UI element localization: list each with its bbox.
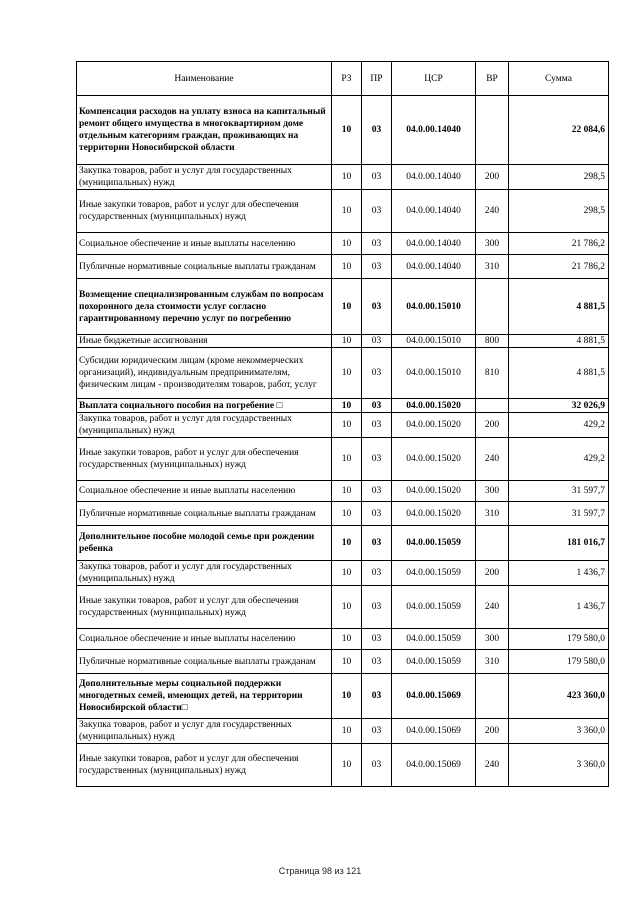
cell-name: Иные закупки товаров, работ и услуг для обеспечения государственных (муниципальных) нужд xyxy=(77,190,332,233)
cell-rz: 10 xyxy=(332,561,362,586)
cell-csr: 04.0.00.14040 xyxy=(392,233,476,255)
table-row xyxy=(77,586,609,629)
cell-csr: 04.0.00.14040 xyxy=(392,96,476,165)
cell-name: Иные закупки товаров, работ и услуг для обеспечения государственных (муниципальных) нужд xyxy=(77,586,332,629)
cell-rz: 10 xyxy=(332,719,362,744)
cell-sum: 1 436,7 xyxy=(509,561,609,586)
table-row xyxy=(77,413,609,438)
cell-pr: 03 xyxy=(362,165,392,190)
cell-csr: 04.0.00.15059 xyxy=(392,629,476,650)
cell-sum: 179 580,0 xyxy=(509,650,609,674)
cell-csr: 04.0.00.15010 xyxy=(392,348,476,399)
cell-name: Закупка товаров, работ и услуг для государственных (муниципальных) нужд xyxy=(77,165,332,190)
cell-name: Закупка товаров, работ и услуг для государственных (муниципальных) нужд xyxy=(77,561,332,586)
cell-rz: 10 xyxy=(332,190,362,233)
table-row xyxy=(77,335,609,348)
cell-csr: 04.0.00.15020 xyxy=(392,438,476,481)
cell-name: Закупка товаров, работ и услуг для государственных (муниципальных) нужд xyxy=(77,413,332,438)
cell-vr: 810 xyxy=(476,348,509,399)
cell-vr: 300 xyxy=(476,481,509,502)
cell-csr: 04.0.00.15020 xyxy=(392,481,476,502)
cell-rz: 10 xyxy=(332,481,362,502)
header-vr: ВР xyxy=(476,62,509,96)
cell-sum: 298,5 xyxy=(509,165,609,190)
cell-rz: 10 xyxy=(332,502,362,526)
cell-vr: 300 xyxy=(476,629,509,650)
cell-csr: 04.0.00.15020 xyxy=(392,413,476,438)
table-row xyxy=(77,279,609,335)
cell-sum: 32 026,9 xyxy=(509,399,609,413)
cell-pr: 03 xyxy=(362,629,392,650)
cell-csr: 04.0.00.15059 xyxy=(392,586,476,629)
cell-rz: 10 xyxy=(332,413,362,438)
cell-sum: 429,2 xyxy=(509,438,609,481)
cell-sum: 423 360,0 xyxy=(509,674,609,719)
cell-name: Дополнительные меры социальной поддержки многодетных семей, имеющих детей, на территории Новосибирской области□ xyxy=(77,674,332,719)
cell-pr: 03 xyxy=(362,674,392,719)
cell-pr: 03 xyxy=(362,438,392,481)
cell-pr: 03 xyxy=(362,481,392,502)
cell-pr: 03 xyxy=(362,526,392,561)
table-row xyxy=(77,481,609,502)
cell-vr: 200 xyxy=(476,413,509,438)
table-header-row xyxy=(77,62,609,96)
table-row xyxy=(77,96,609,165)
cell-rz: 10 xyxy=(332,438,362,481)
cell-rz: 10 xyxy=(332,586,362,629)
cell-pr: 03 xyxy=(362,279,392,335)
cell-pr: 03 xyxy=(362,233,392,255)
cell-rz: 10 xyxy=(332,399,362,413)
cell-rz: 10 xyxy=(332,255,362,279)
cell-rz: 10 xyxy=(332,526,362,561)
cell-sum: 3 360,0 xyxy=(509,744,609,787)
cell-pr: 03 xyxy=(362,399,392,413)
table-row xyxy=(77,629,609,650)
cell-name: Дополнительное пособие молодой семье при рождении ребенка xyxy=(77,526,332,561)
cell-csr: 04.0.00.14040 xyxy=(392,165,476,190)
cell-rz: 10 xyxy=(332,629,362,650)
cell-pr: 03 xyxy=(362,335,392,348)
table-row xyxy=(77,190,609,233)
cell-vr xyxy=(476,526,509,561)
cell-vr: 200 xyxy=(476,719,509,744)
table-row xyxy=(77,502,609,526)
cell-name: Публичные нормативные социальные выплаты гражданам xyxy=(77,502,332,526)
header-sum: Сумма xyxy=(509,62,609,96)
cell-vr: 300 xyxy=(476,233,509,255)
cell-name: Социальное обеспечение и иные выплаты населению xyxy=(77,233,332,255)
cell-vr xyxy=(476,279,509,335)
cell-vr xyxy=(476,674,509,719)
cell-rz: 10 xyxy=(332,279,362,335)
page-number: Страница 98 из 121 xyxy=(278,866,362,876)
header-csr: ЦСР xyxy=(392,62,476,96)
cell-pr: 03 xyxy=(362,586,392,629)
table-row xyxy=(77,438,609,481)
cell-sum: 4 881,5 xyxy=(509,279,609,335)
cell-name: Публичные нормативные социальные выплаты гражданам xyxy=(77,650,332,674)
table-row xyxy=(77,233,609,255)
cell-pr: 03 xyxy=(362,96,392,165)
cell-vr: 240 xyxy=(476,438,509,481)
cell-csr: 04.0.00.15020 xyxy=(392,399,476,413)
cell-sum: 21 786,2 xyxy=(509,233,609,255)
table-row xyxy=(77,744,609,787)
cell-csr: 04.0.00.14040 xyxy=(392,190,476,233)
cell-vr: 310 xyxy=(476,255,509,279)
cell-vr: 310 xyxy=(476,502,509,526)
table-row xyxy=(77,719,609,744)
cell-pr: 03 xyxy=(362,719,392,744)
cell-csr: 04.0.00.15020 xyxy=(392,502,476,526)
cell-name: Иные закупки товаров, работ и услуг для обеспечения государственных (муниципальных) нужд xyxy=(77,744,332,787)
cell-rz: 10 xyxy=(332,744,362,787)
cell-pr: 03 xyxy=(362,255,392,279)
table-row xyxy=(77,399,609,413)
table-row xyxy=(77,674,609,719)
cell-name: Закупка товаров, работ и услуг для государственных (муниципальных) нужд xyxy=(77,719,332,744)
cell-rz: 10 xyxy=(332,335,362,348)
table-row xyxy=(77,650,609,674)
cell-name: Социальное обеспечение и иные выплаты населению xyxy=(77,481,332,502)
cell-rz: 10 xyxy=(332,165,362,190)
cell-vr: 800 xyxy=(476,335,509,348)
cell-pr: 03 xyxy=(362,744,392,787)
table-row xyxy=(77,348,609,399)
cell-sum: 179 580,0 xyxy=(509,629,609,650)
cell-name: Выплата социального пособия на погребение □ xyxy=(77,399,332,413)
cell-sum: 3 360,0 xyxy=(509,719,609,744)
cell-csr: 04.0.00.15010 xyxy=(392,335,476,348)
cell-pr: 03 xyxy=(362,413,392,438)
cell-csr: 04.0.00.15010 xyxy=(392,279,476,335)
cell-name: Субсидии юридическим лицам (кроме некоммерческих организаций), индивидуальным предпринимателям, физическим лицам - производителям товаров, работ, услуг xyxy=(77,348,332,399)
cell-vr xyxy=(476,96,509,165)
cell-sum: 31 597,7 xyxy=(509,481,609,502)
cell-sum: 21 786,2 xyxy=(509,255,609,279)
cell-vr: 200 xyxy=(476,165,509,190)
cell-csr: 04.0.00.15059 xyxy=(392,650,476,674)
cell-name: Иные бюджетные ассигнования xyxy=(77,335,332,348)
cell-rz: 10 xyxy=(332,96,362,165)
cell-vr: 240 xyxy=(476,744,509,787)
cell-pr: 03 xyxy=(362,502,392,526)
budget-table xyxy=(76,61,609,787)
cell-pr: 03 xyxy=(362,561,392,586)
cell-sum: 22 084,6 xyxy=(509,96,609,165)
table-row xyxy=(77,526,609,561)
cell-vr xyxy=(476,399,509,413)
cell-csr: 04.0.00.15069 xyxy=(392,674,476,719)
header-pr: ПР xyxy=(362,62,392,96)
table-row xyxy=(77,165,609,190)
cell-name: Иные закупки товаров, работ и услуг для обеспечения государственных (муниципальных) нужд xyxy=(77,438,332,481)
header-rz: РЗ xyxy=(332,62,362,96)
cell-rz: 10 xyxy=(332,650,362,674)
cell-sum: 1 436,7 xyxy=(509,586,609,629)
cell-rz: 10 xyxy=(332,348,362,399)
cell-sum: 181 016,7 xyxy=(509,526,609,561)
cell-vr: 200 xyxy=(476,561,509,586)
cell-sum: 4 881,5 xyxy=(509,348,609,399)
table-row xyxy=(77,255,609,279)
cell-rz: 10 xyxy=(332,233,362,255)
cell-vr: 310 xyxy=(476,650,509,674)
cell-name: Компенсация расходов на уплату взноса на капитальный ремонт общего имущества в многоквартирном доме отдельным категориям граждан, проживающих на территории Новосибирской области xyxy=(77,96,332,165)
cell-name: Социальное обеспечение и иные выплаты населению xyxy=(77,629,332,650)
cell-name: Публичные нормативные социальные выплаты гражданам xyxy=(77,255,332,279)
table-row xyxy=(77,561,609,586)
cell-csr: 04.0.00.14040 xyxy=(392,255,476,279)
header-name: Наименование xyxy=(77,62,332,96)
cell-csr: 04.0.00.15059 xyxy=(392,526,476,561)
cell-csr: 04.0.00.15069 xyxy=(392,719,476,744)
cell-vr: 240 xyxy=(476,586,509,629)
cell-rz: 10 xyxy=(332,674,362,719)
cell-sum: 31 597,7 xyxy=(509,502,609,526)
cell-csr: 04.0.00.15059 xyxy=(392,561,476,586)
cell-vr: 240 xyxy=(476,190,509,233)
cell-sum: 298,5 xyxy=(509,190,609,233)
cell-name: Возмещение специализированным службам по вопросам похоронного дела стоимости услуг согласно гарантированному перечню услуг по погребению xyxy=(77,279,332,335)
cell-sum: 429,2 xyxy=(509,413,609,438)
cell-sum: 4 881,5 xyxy=(509,335,609,348)
cell-pr: 03 xyxy=(362,348,392,399)
cell-pr: 03 xyxy=(362,650,392,674)
cell-pr: 03 xyxy=(362,190,392,233)
cell-csr: 04.0.00.15069 xyxy=(392,744,476,787)
